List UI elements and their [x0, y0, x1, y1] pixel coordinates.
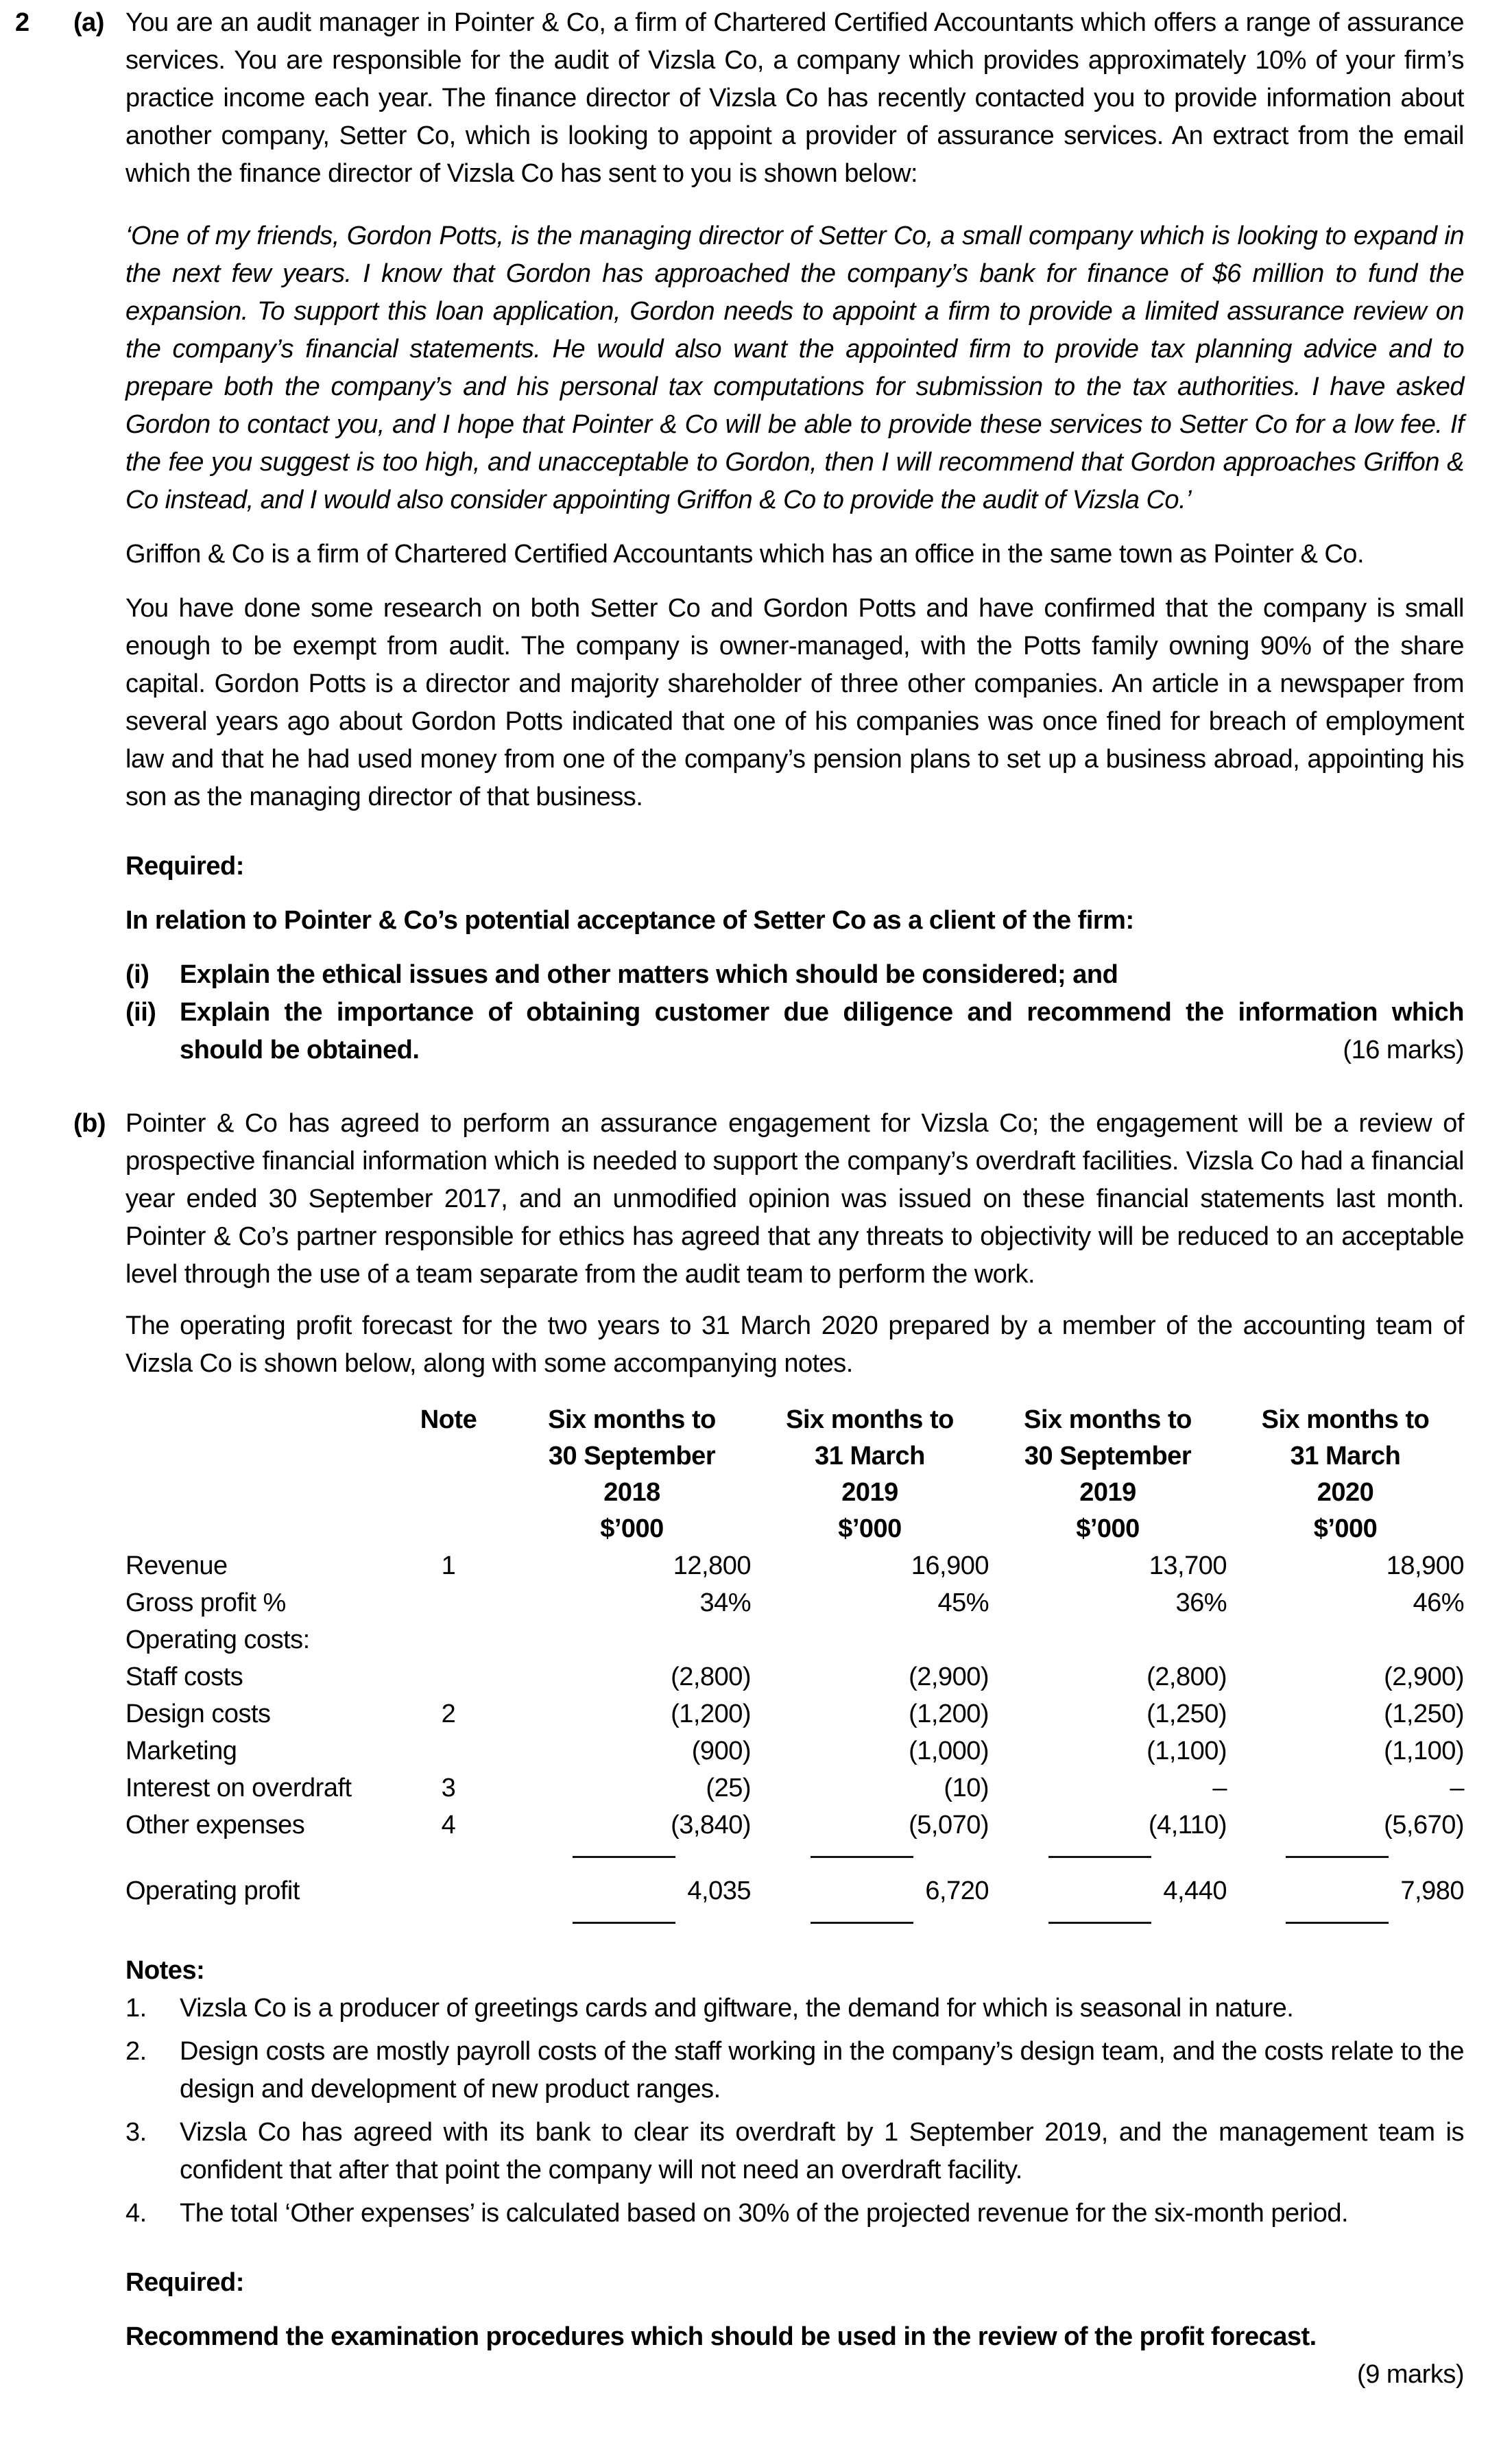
- note-number: 3.: [125, 2118, 147, 2147]
- rule-spacer: [125, 1909, 384, 1938]
- part-a-marks: (16 marks): [1343, 1036, 1464, 1064]
- rule-cell: [751, 1909, 989, 1938]
- sum-rule: [1286, 1922, 1389, 1924]
- part-b-intro-paragraph: Pointer & Co has agreed to perform an assurance engagement for Vizsla Co; the engagement will be a review of prospective financial information which is needed to support the company’s overdraft facilities. Vizsla Co had a financial year ended 30 September 2017, and an unmodified opinion was issued on these financial statements last month. Pointer & Co’s partner responsible for ethics has agreed that any threats to objectivity will be reduced to an acceptable level through the use of a team separate from the audit team to perform the work.: [125, 1109, 1464, 1289]
- part-b: [73, 1105, 1464, 2394]
- value-cell: 13,700: [1149, 1551, 1227, 1580]
- header-line: Note: [420, 1405, 477, 1434]
- header-period-column-4: [1227, 1402, 1464, 1547]
- value-cell: 46%: [1413, 1588, 1464, 1617]
- table-row: [125, 1695, 1464, 1732]
- value-cell: (4,110): [1148, 1811, 1227, 1839]
- row-label: Staff costs: [125, 1663, 243, 1691]
- header-note-column: [384, 1402, 513, 1547]
- table-row: [125, 1732, 1464, 1770]
- note-text: Design costs are mostly payroll costs of the staff working in the company’s design team, and the costs relate to the design and development of new product ranges.: [180, 2037, 1464, 2104]
- value-cell: 7,980: [1400, 1877, 1464, 1905]
- value-cell: (1,200): [671, 1700, 751, 1728]
- note-number: 1.: [125, 1994, 147, 2023]
- forecast-table-body: [125, 1547, 1464, 1938]
- rule-spacer: [384, 1844, 513, 1872]
- header-line: $’000: [1313, 1514, 1378, 1543]
- note-ref-cell: 2: [441, 1700, 456, 1728]
- header-spacer: [125, 1402, 384, 1547]
- note-ref-cell: [384, 1658, 513, 1695]
- rule-cell: [989, 1909, 1227, 1938]
- notes-list: [125, 1990, 1464, 2232]
- note-ref-cell: [384, 1621, 513, 1658]
- note-ref-cell: 3: [441, 1774, 456, 1802]
- value-cell: (5,670): [1384, 1811, 1464, 1839]
- value-cell: 4,440: [1163, 1877, 1227, 1905]
- value-cell: 34%: [699, 1588, 751, 1617]
- value-cell: (900): [691, 1737, 751, 1765]
- header-line: 2019: [1079, 1478, 1136, 1507]
- note-number: 2.: [125, 2037, 147, 2066]
- griffon-paragraph: Griffon & Co is a firm of Chartered Certified Accountants which has an office in the same town as Pointer & Co.: [125, 540, 1364, 569]
- header-line: Six months to: [786, 1405, 954, 1434]
- header-line: Six months to: [1024, 1405, 1192, 1434]
- value-cell: (3,840): [671, 1811, 751, 1839]
- note-ref-cell: 4: [441, 1811, 456, 1839]
- question-number: 2: [15, 8, 29, 37]
- table-row: [125, 1807, 1464, 1844]
- requirement-i-text: Explain the ethical issues and other matters which should be considered; and: [180, 960, 1118, 989]
- value-cell: 4,035: [687, 1877, 751, 1905]
- requirement-ii-text: Explain the importance of obtaining customer due diligence and recommend the information which should be obtained.: [180, 998, 1464, 1064]
- table-row: [125, 1872, 1464, 1909]
- sum-rule: [573, 1856, 675, 1858]
- rule-spacer: [125, 1844, 384, 1872]
- sum-rule: [1048, 1922, 1151, 1924]
- email-extract: ‘One of my friends, Gordon Potts, is the managing director of Setter Co, a small company which is looking to expand in the next few years. I know that Gordon has approached the company’s bank for finance of $6 million to fund the expansion. To support this loan application, Gordon needs to appoint a firm to provide a limited assurance review on the company’s financial statements. He would also want the appointed firm to provide tax planning advice and to prepare both the company’s and his personal tax computations for submission to the tax authorities. I have asked Gordon to contact you, and I hope that Pointer & Co will be able to provide these services to Setter Co for a low fee. If the fee you suggest is too high, and unacceptable to Gordon, then I will recommend that Gordon approaches Griffon & Co instead, and I would also consider appointing Griffon & Co to provide the audit of Vizsla Co.’: [125, 222, 1464, 514]
- requirement-item-ii: [125, 994, 1464, 1069]
- row-label: Other expenses: [125, 1811, 305, 1839]
- value-cell: –: [1212, 1774, 1227, 1802]
- header-line: $’000: [1076, 1514, 1140, 1543]
- value-cell: (1,000): [909, 1737, 989, 1765]
- sum-rule: [811, 1856, 913, 1858]
- note-text: Vizsla Co has agreed with its bank to clear its overdraft by 1 September 2019, and the management team is confident that after that point the company will not need an overdraft facility.: [180, 2118, 1464, 2184]
- required-heading-b: Required:: [125, 2268, 244, 2297]
- requirement-item-i: [125, 956, 1464, 994]
- header-line: 31 March: [815, 1442, 925, 1470]
- value-cell: [513, 1621, 751, 1658]
- note-ref-cell: [384, 1732, 513, 1770]
- sum-rule-row: [125, 1909, 1464, 1938]
- row-label: Design costs: [125, 1700, 271, 1728]
- value-cell: 45%: [937, 1588, 989, 1617]
- value-cell: (1,200): [909, 1700, 989, 1728]
- table-row: [125, 1658, 1464, 1695]
- value-cell: 6,720: [925, 1877, 989, 1905]
- value-cell: (2,900): [1384, 1663, 1464, 1691]
- row-label: Operating profit: [125, 1877, 300, 1905]
- header-line: 30 September: [1024, 1442, 1192, 1470]
- value-cell: (10): [944, 1774, 989, 1802]
- part-b-marks: (9 marks): [1357, 2360, 1464, 2389]
- value-cell: 18,900: [1386, 1551, 1464, 1580]
- row-label: Interest on overdraft: [125, 1774, 352, 1802]
- note-ref-cell: 1: [441, 1551, 456, 1580]
- header-period-column-3: [989, 1402, 1227, 1547]
- note-ref-cell: [384, 1584, 513, 1621]
- part-a: [73, 4, 1464, 1069]
- value-cell: (2,800): [671, 1663, 751, 1691]
- value-cell: 16,900: [911, 1551, 989, 1580]
- header-line: 2018: [603, 1478, 660, 1507]
- value-cell: 12,800: [673, 1551, 751, 1580]
- value-cell: (1,100): [1147, 1737, 1227, 1765]
- rule-cell: [513, 1909, 751, 1938]
- forecast-intro-paragraph: The operating profit forecast for the two years to 31 March 2020 prepared by a member of the accounting team of Vizsla Co is shown below, along with some accompanying notes.: [125, 1311, 1464, 1378]
- rule-spacer: [384, 1909, 513, 1938]
- table-row: [125, 1584, 1464, 1621]
- value-cell: (1,250): [1384, 1700, 1464, 1728]
- notes-heading: Notes:: [125, 1956, 205, 1985]
- row-label: Operating costs:: [125, 1625, 310, 1654]
- note-item: [125, 1990, 1464, 2027]
- table-row: [125, 1621, 1464, 1658]
- rule-cell: [989, 1844, 1227, 1872]
- rule-cell: [751, 1844, 989, 1872]
- value-cell: (2,900): [909, 1663, 989, 1691]
- sum-rule: [811, 1922, 913, 1924]
- note-text: The total ‘Other expenses’ is calculated based on 30% of the projected revenue for the six-month period.: [180, 2199, 1349, 2228]
- value-cell: (2,800): [1147, 1663, 1227, 1691]
- header-line: 2020: [1317, 1478, 1374, 1507]
- header-line: $’000: [838, 1514, 902, 1543]
- required-heading-a: Required:: [125, 852, 244, 881]
- header-line: $’000: [600, 1514, 664, 1543]
- sum-rule: [573, 1922, 675, 1924]
- research-paragraph: You have done some research on both Setter Co and Gordon Potts and have confirmed that the company is small enough to be exempt from audit. The company is owner-managed, with the Potts family owning 90% of the share capital. Gordon Potts is a director and majority shareholder of three other companies. An article in a newspaper from several years ago about Gordon Potts indicated that one of his companies was once fined for breach of employment law and that he had used money from one of the company’s pension plans to set up a business abroad, appointing his son as the managing director of that business.: [125, 594, 1464, 811]
- row-label: Revenue: [125, 1551, 228, 1580]
- forecast-table-head: [125, 1402, 1464, 1547]
- header-line: 30 September: [548, 1442, 716, 1470]
- value-cell: (25): [706, 1774, 751, 1802]
- sum-rule-row: [125, 1844, 1464, 1872]
- rule-cell: [1227, 1909, 1464, 1938]
- row-label: Marketing: [125, 1737, 237, 1765]
- note-item: [125, 2033, 1464, 2108]
- table-row: [125, 1547, 1464, 1584]
- rule-cell: [1227, 1844, 1464, 1872]
- required-intro-a: In relation to Pointer & Co’s potential acceptance of Setter Co as a client of the firm:: [125, 906, 1134, 935]
- note-item: [125, 2195, 1464, 2232]
- header-line: Six months to: [548, 1405, 716, 1434]
- value-cell: 36%: [1175, 1588, 1227, 1617]
- note-text: Vizsla Co is a producer of greetings cards and giftware, the demand for which is seasonal in nature.: [180, 1994, 1294, 2023]
- header-line: Six months to: [1261, 1405, 1430, 1434]
- value-cell: [751, 1621, 989, 1658]
- value-cell: [1227, 1621, 1464, 1658]
- requirement-ii-label: (ii): [125, 998, 156, 1027]
- sum-rule: [1286, 1856, 1389, 1858]
- header-line: 31 March: [1290, 1442, 1401, 1470]
- rule-cell: [513, 1844, 751, 1872]
- header-line: 2019: [841, 1478, 898, 1507]
- forecast-header-row: [125, 1402, 1464, 1547]
- note-ref-cell: [384, 1872, 513, 1909]
- requirement-b-text: Recommend the examination procedures which should be used in the review of the profit forecast.: [125, 2322, 1317, 2351]
- header-period-column-2: [751, 1402, 989, 1547]
- profit-forecast-table: [125, 1402, 1464, 1938]
- table-row: [125, 1770, 1464, 1807]
- note-number: 4.: [125, 2199, 147, 2228]
- value-cell: (1,250): [1147, 1700, 1227, 1728]
- value-cell: [989, 1621, 1227, 1658]
- part-b-label: (b): [73, 1109, 106, 1138]
- value-cell: –: [1450, 1774, 1464, 1802]
- value-cell: (5,070): [909, 1811, 989, 1839]
- value-cell: (1,100): [1384, 1737, 1464, 1765]
- part-a-label: (a): [73, 8, 104, 37]
- requirement-i-label: (i): [125, 960, 149, 989]
- part-a-intro-paragraph: You are an audit manager in Pointer & Co, a firm of Chartered Certified Accountants which offers a range of assurance services. You are responsible for the audit of Vizsla Co, a company which provides approximately 10% of your firm’s practice income each year. The finance director of Vizsla Co has recently contacted you to provide information about another company, Setter Co, which is looking to appoint a provider of assurance services. An extract from the email which the finance director of Vizsla Co has sent to you is shown below:: [125, 8, 1464, 188]
- note-item: [125, 2114, 1464, 2189]
- header-period-column-1: [513, 1402, 751, 1547]
- sum-rule: [1048, 1856, 1151, 1858]
- row-label: Gross profit %: [125, 1588, 286, 1617]
